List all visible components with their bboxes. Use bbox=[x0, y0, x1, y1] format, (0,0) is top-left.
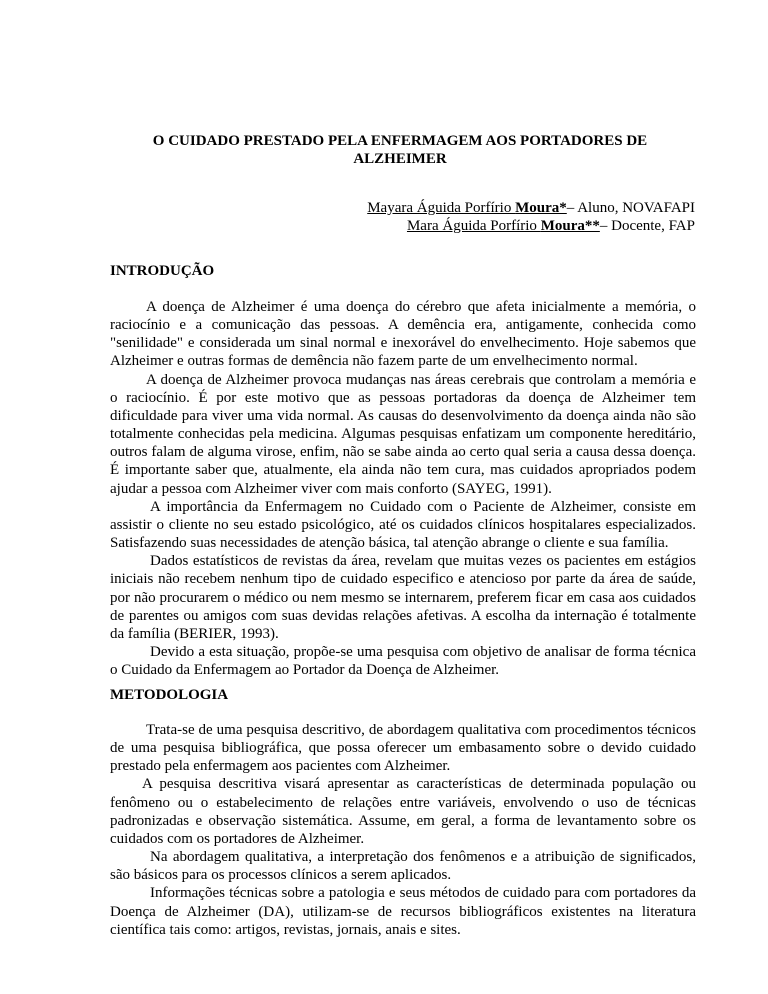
paragraph: A importância da Enfermagem no Cuidado com o Paciente de Alzheimer, consiste em assistir o cliente no seu estado psicológico, até os cuidados clínicos hospitalares especializados. Satisfazendo suas necessidades de atenção básica, tal atenção abrange o cliente e sua família. bbox=[110, 498, 696, 552]
paragraph: A pesquisa descritiva visará apresentar as características de determinada população ou fenômeno ou o estabelecimento de relações entre variáveis, envolvendo o uso de técnicas padronizadas e observação sistemática. Assume, em geral, a forma de levantamento sobre os cuidados com os portadores de Alzheimer. bbox=[110, 776, 696, 847]
paragraph: Dados estatísticos de revistas da área, revelam que muitas vezes os pacientes em estágios iniciais não recebem nenhum tipo de cuidado especifico e atencioso por parte da área de saúde, por não procurarem o médico ou nem mesmo se internarem, preferem ficar em casa aos cuidados de parentes ou amigos com suas devidas relações afetivas. A escolha da internação é totalmente da família (BERIER, 1993). bbox=[110, 553, 696, 642]
author-line-2 bbox=[367, 217, 695, 235]
author-1-name: Mayara Águida Porfírio bbox=[367, 200, 516, 216]
document-title bbox=[100, 132, 700, 168]
author-2-affiliation: – Docente, FAP bbox=[599, 218, 695, 234]
title-line-1: O CUIDADO PRESTADO PELA ENFERMAGEM AOS PORTADORES DE bbox=[152, 133, 648, 149]
paragraph: Informações técnicas sobre a patologia e seus métodos de cuidado para com portadores da Doença de Alzheimer (DA), utilizam-se de recursos bibliográficos existentes na literatura científica tais como: artigos, revistas, jornais, anais e sites. bbox=[110, 885, 696, 938]
paragraph: A doença de Alzheimer provoca mudanças nas áreas cerebrais que controlam a memória e o raciocínio. É por este motivo que as pessoas portadoras da doença de Alzheimer tem dificuldade para viver uma vida normal. As causas do desenvolvimento da doença ainda não são totalmente conhecidas pela medicina. Algumas pesquisas enfatizam um componente hereditário, outros falam de alguma virose, enfim, não se sabe ainda ao certo qual seria a causa dessa doença. É importante saber que, atualmente, ela ainda não tem cura, mas cuidados apropriados podem ajudar a pessoa com Alzheimer viver com mais conforto (SAYEG, 1991). bbox=[110, 371, 696, 497]
authors-block bbox=[367, 199, 695, 235]
author-2-surname: Moura** bbox=[540, 218, 600, 234]
section-heading-introducao: INTRODUÇÃO bbox=[110, 263, 215, 279]
title-line-2: ALZHEIMER bbox=[353, 151, 447, 167]
section-body-metodologia bbox=[110, 721, 696, 939]
author-1-surname: Moura* bbox=[515, 200, 567, 216]
paragraph: Na abordagem qualitativa, a interpretação dos fenômenos e a atribuição de significados, são básicos para os processos clínicos a serem aplicados. bbox=[110, 849, 696, 884]
author-1-affiliation: – Aluno, NOVAFAPI bbox=[566, 200, 695, 216]
author-line-1 bbox=[367, 199, 695, 217]
paragraph: A doença de Alzheimer é uma doença do cérebro que afeta inicialmente a memória, o raciocínio e a comunicação das pessoas. A demência era, antigamente, conhecida como "senilidade" e considerada um sinal normal e inexorável do envelhecimento. Hoje sabemos que Alzheimer e outras formas de demência não fazem parte de um envelhecimento normal. bbox=[110, 299, 696, 370]
section-body-introducao bbox=[110, 298, 696, 679]
paragraph: Trata-se de uma pesquisa descritivo, de abordagem qualitativa com procedimentos técnicos de uma pesquisa bibliográfica, que possa oferecer um embasamento sobre o devido cuidado prestado pela enfermagem aos pacientes com Alzheimer. bbox=[110, 722, 696, 775]
author-2-name: Mara Águida Porfírio bbox=[406, 218, 541, 234]
paragraph: Devido a esta situação, propõe-se uma pesquisa com objetivo de analisar de forma técnica o Cuidado da Enfermagem ao Portador da Doença de Alzheimer. bbox=[110, 643, 696, 679]
section-heading-metodologia: METODOLOGIA bbox=[110, 687, 229, 703]
